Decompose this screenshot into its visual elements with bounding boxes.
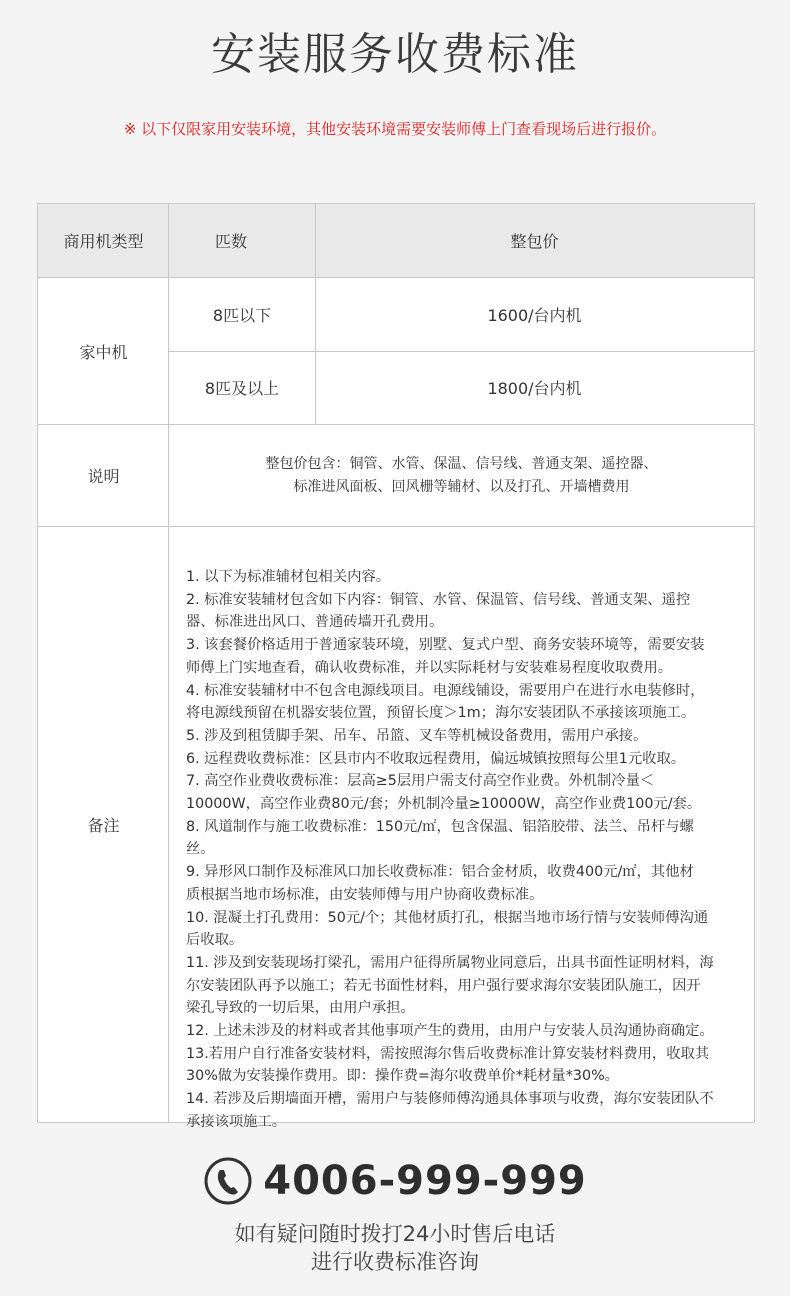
- note-line: 3. 该套餐价格适用于普通家装环境，别墅、复式户型、商务安装环境等，需要安装: [186, 637, 705, 654]
- footer-line-1: 如有疑问随时拨打24小时售后电话: [234, 1222, 556, 1246]
- note-line: 丝。: [186, 841, 215, 858]
- desc-label: 说明: [87, 467, 120, 486]
- note-line: 梁孔导致的一切后果，由用户承担。: [186, 1000, 415, 1017]
- note-line: 10. 混凝土打孔费用：50元/个；其他材质打孔，根据当地市场行情与安装师傅沟通: [186, 909, 709, 926]
- note-line: 器、标准进出风口、普通砖墙开孔费用。: [186, 614, 444, 631]
- note-line: 4. 标准安装辅材中不包含电源线项目。电源线铺设，需要用户在进行水电装修时，: [186, 682, 705, 699]
- header-price: 整包价: [315, 204, 754, 277]
- note-line: 11. 涉及到安装现场打梁孔，需用户征得所属物业同意后，出具书面性证明材料，海: [186, 954, 714, 971]
- hotline: [0, 1156, 790, 1206]
- category-label: 家中机: [79, 342, 128, 362]
- note-line: 13.若用户自行准备安装材料，需按照海尔售后收费标准计算安装材料费用，收取其: [186, 1045, 710, 1062]
- grid-line: [169, 351, 754, 352]
- phone-number[interactable]: 4006-999-999: [263, 1158, 587, 1204]
- capacity-cell: 8匹以下: [212, 306, 272, 325]
- capacity-cell: 8匹及以上: [204, 379, 280, 398]
- grid-line: [168, 204, 169, 1122]
- grid-line: [38, 424, 754, 425]
- header-capacity: 匹数: [169, 204, 315, 277]
- note-line: 2. 标准安装辅材包含如下内容：铜管、水管、保温管、信号线、普通支架、遥控: [186, 591, 691, 608]
- notice-text: ※ 以下仅限家用安装环境，其他安装环境需要安装师傅上门查看现场后进行报价。: [123, 120, 667, 138]
- desc-line: 整包价包含：铜管、水管、保温、信号线、普通支架、遥控器、: [265, 455, 658, 472]
- phone-icon: [203, 1156, 253, 1206]
- note-line: 师傅上门实地查看，确认收费标准，并以实际耗材与安装难易程度收取费用。: [186, 659, 673, 676]
- grid-line: [315, 204, 316, 424]
- note-line: 9. 异形风口制作及标准风口加长收费标准：铝合金材质，收费400元/㎡，其他材: [186, 864, 694, 881]
- notes-list: [186, 566, 746, 1134]
- price-cell: 1600/台内机: [487, 306, 582, 325]
- note-line: 5. 涉及到租赁脚手架、吊车、吊篮、叉车等机械设备费用，需用户承接。: [186, 727, 648, 744]
- note-line: 质根据当地市场标准，由安装师傅与用户协商收费标准。: [186, 886, 544, 903]
- price-cell: 1800/台内机: [487, 379, 582, 398]
- fee-table: [37, 203, 755, 1130]
- note-line: 8. 风道制作与施工收费标准：150元/㎡，包含保温、铝箔胶带、法兰、吊杆与螺: [186, 818, 694, 835]
- grid-line: [38, 526, 754, 527]
- desc-text: [169, 425, 754, 526]
- note-line: 尔安装团队再予以施工；若无书面性材料，用户强行要求海尔安装团队施工，因开: [186, 977, 701, 994]
- note-line: 6. 远程费收费标准：区县市内不收取远程费用，偏远城镇按照每公里1元收取。: [186, 750, 686, 767]
- note-line: 1. 以下为标准辅材包相关内容。: [186, 569, 391, 585]
- notes-label: 备注: [87, 816, 120, 835]
- note-line: 后收取。: [186, 932, 244, 949]
- note-line: 12. 上述未涉及的材料或者其他事项产生的费用，由用户与安装人员沟通协商确定。: [186, 1023, 714, 1040]
- page-title: 安装服务收费标准: [211, 29, 579, 80]
- note-line: 承接该项施工。: [186, 1113, 287, 1130]
- desc-line: 标准进风面板、回风栅等辅材、以及打孔、开墙槽费用: [293, 478, 630, 495]
- note-line: 10000W，高空作业费80元/套；外机制冷量≥10000W，高空作业费100元/套。: [186, 796, 702, 813]
- note-line: 将电源线预留在机器安装位置，预留长度＞1m；海尔安装团队不承接该项施工。: [186, 705, 696, 722]
- note-line: 30%做为安装操作费用。即：操作费=海尔收费单价*耗材量*30%。: [186, 1068, 619, 1085]
- header-type: 商用机类型: [38, 204, 169, 277]
- footer-line-2: 进行收费标准咨询: [311, 1250, 479, 1274]
- grid-line: [38, 277, 754, 278]
- note-line: 7. 高空作业费收费标准：层高≥5层用户需支付高空作业费。外机制冷量＜: [186, 773, 655, 790]
- note-line: 14. 若涉及后期墙面开槽，需用户与装修师傅沟通具体事项与收费，海尔安装团队不: [186, 1091, 714, 1108]
